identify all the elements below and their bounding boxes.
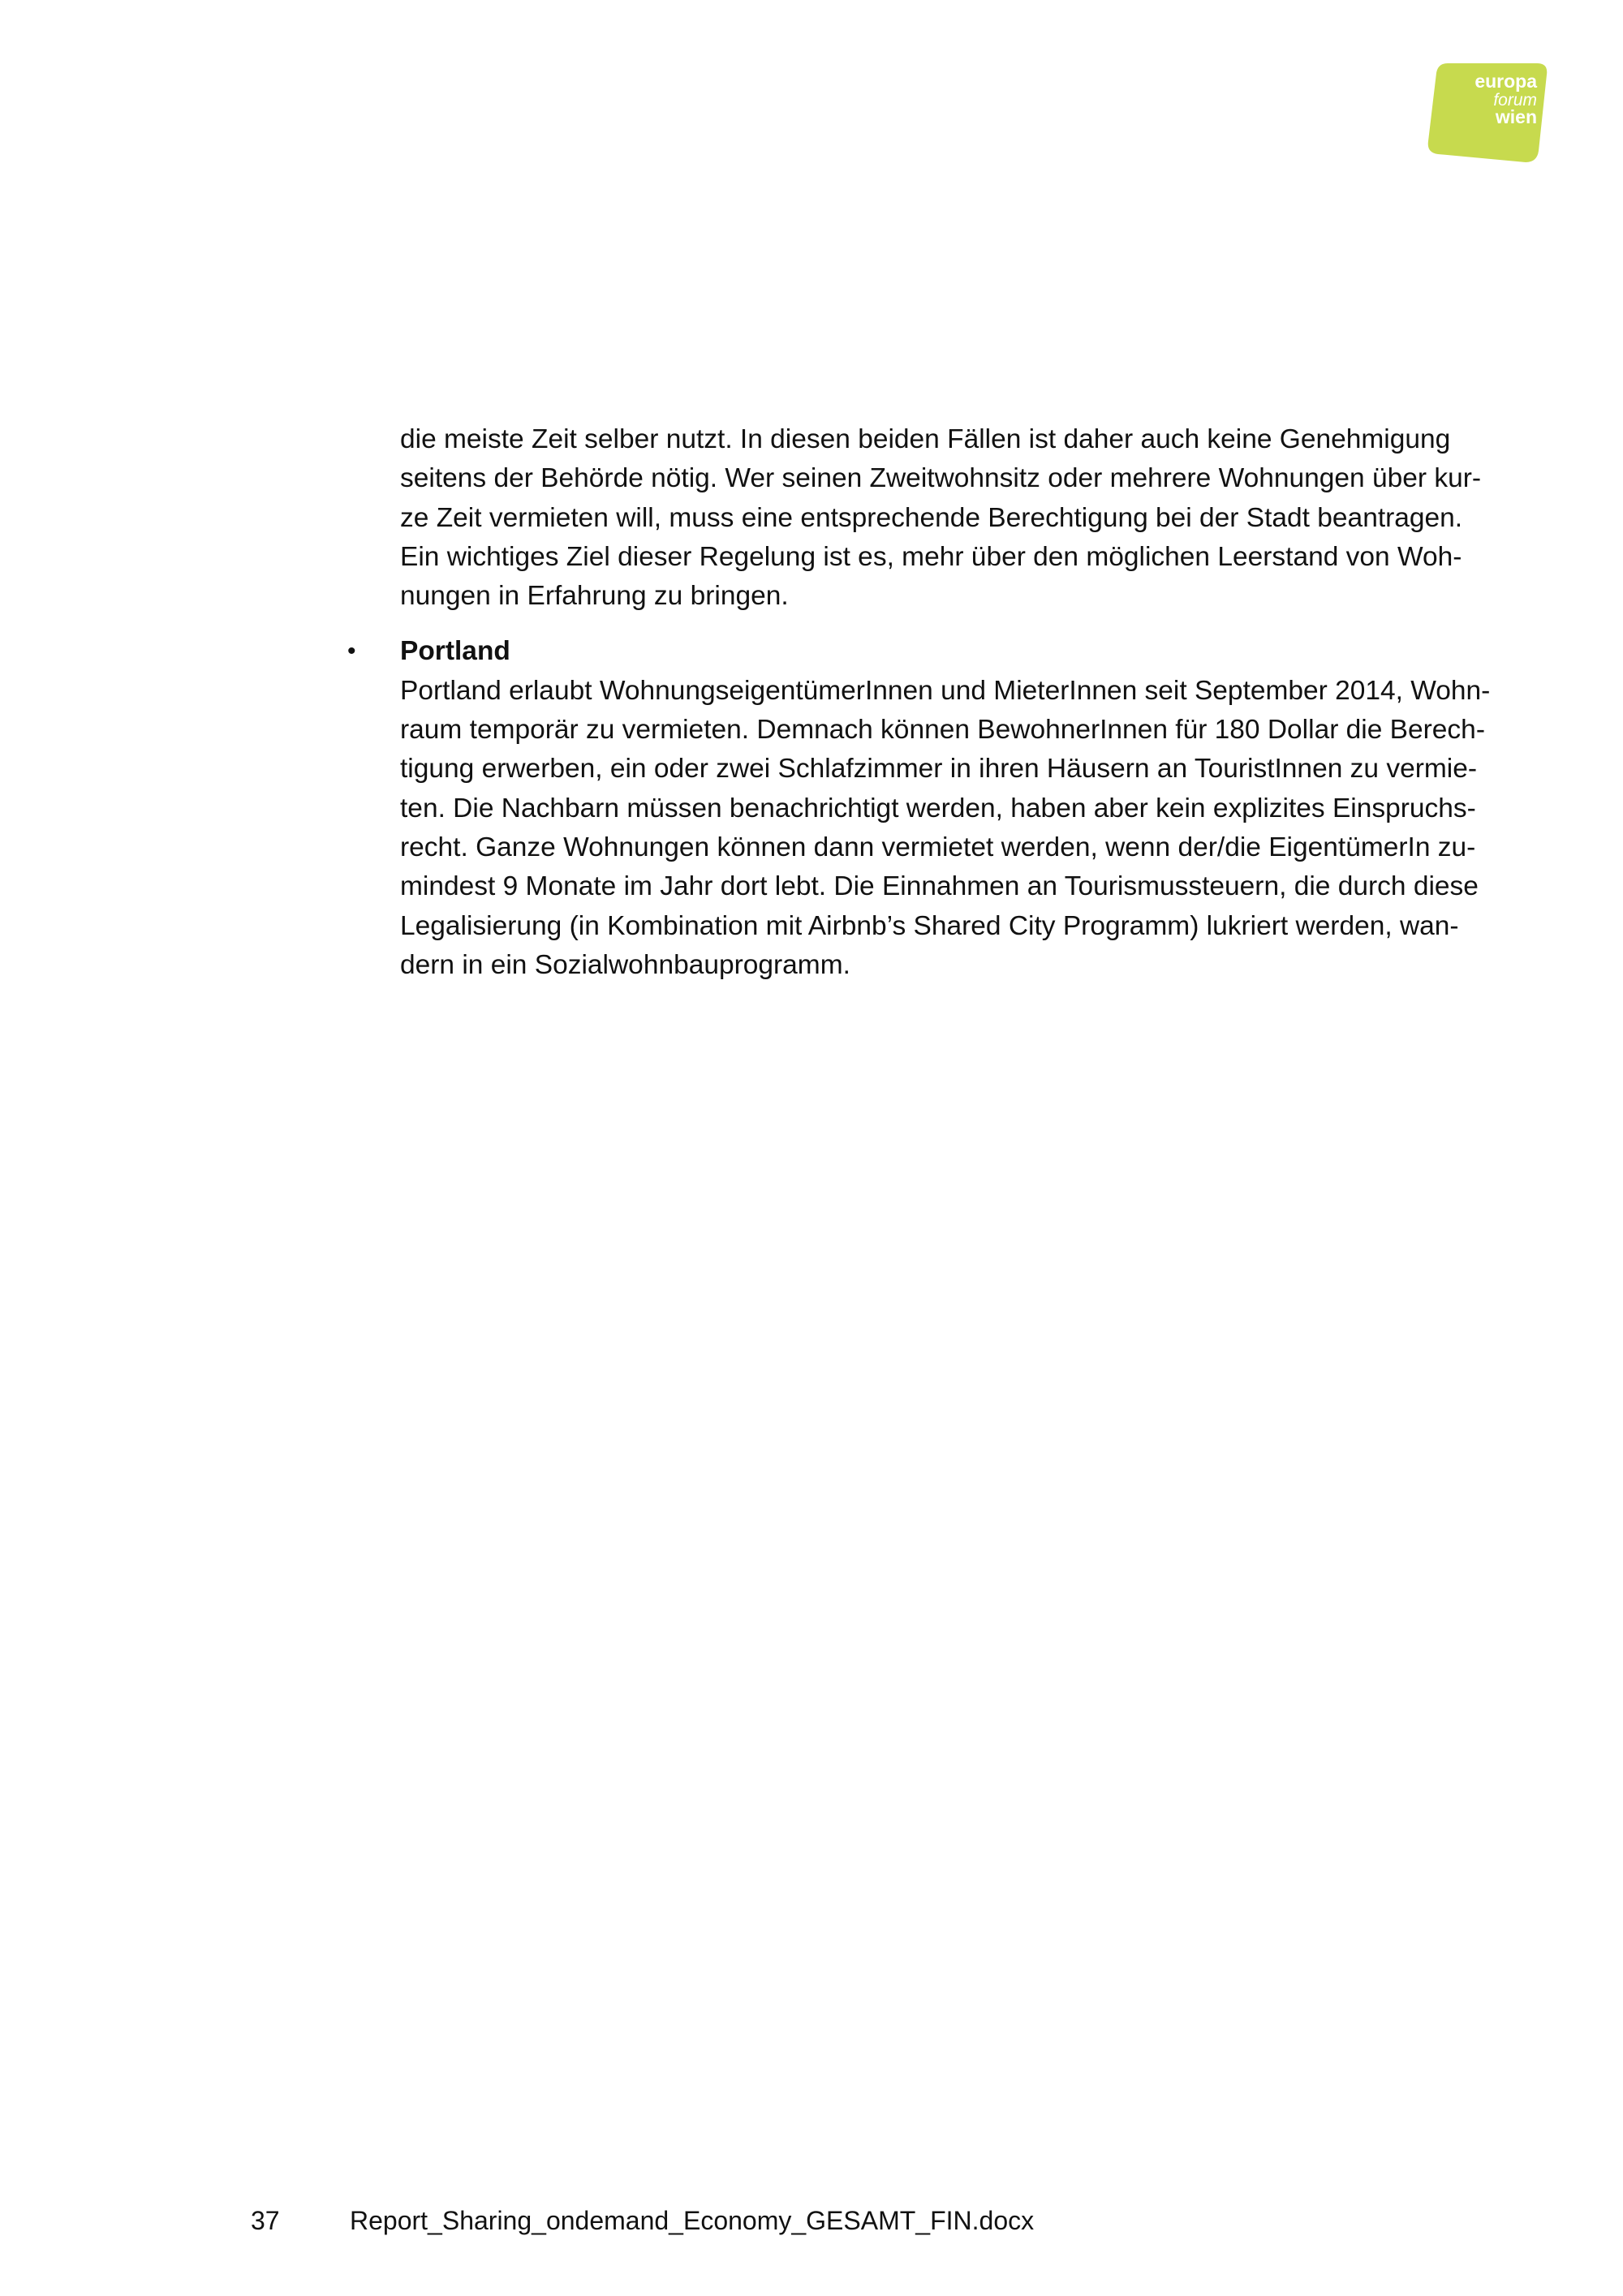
portland-list-item [347, 632, 1552, 985]
footer-file-name: Report_Sharing_ondemand_Economy_GESAMT_FIN.docx [350, 2206, 1035, 2235]
intro-paragraph [400, 420, 1552, 616]
europa-forum-wien-logo [1427, 62, 1548, 164]
document-body [347, 420, 1552, 985]
text-line: Ein wichtiges Ziel dieser Regelung ist es, mehr über den möglichen Leerstand von Woh- [400, 541, 1462, 572]
text-line: ze Zeit vermieten will, muss eine entsprechende Berechtigung bei der Stadt beantragen. [400, 502, 1463, 533]
text-line: tigung erwerben, ein oder zwei Schlafzimmer in ihren Häusern an TouristInnen zu vermie- [400, 754, 1477, 785]
page-number: 37 [251, 2206, 280, 2235]
text-line: die meiste Zeit selber nutzt. In diesen beiden Fällen ist daher auch keine Genehmigung [400, 424, 1451, 454]
text-line: raum temporär zu vermieten. Demnach können BewohnerInnen für 180 Dollar die Berech- [400, 715, 1485, 746]
bullet-icon: • [347, 638, 356, 665]
text-line: Legalisierung (in Kombination mit Airbnb’s Shared City Programm) lukriert werden, wan- [400, 910, 1459, 941]
logo-text-wien: wien [1495, 106, 1537, 127]
text-line: nungen in Erfahrung zu bringen. [400, 581, 789, 612]
text-line: seitens der Behörde nötig. Wer seinen Zweitwohnsitz oder mehrere Wohnungen über kur- [400, 463, 1482, 494]
text-line: mindest 9 Monate im Jahr dort lebt. Die Einnahmen an Tourismussteuern, die durch diese [400, 871, 1479, 902]
portland-heading: Portland [400, 636, 510, 667]
text-line: ten. Die Nachbarn müssen benachrichtigt werden, haben aber kein explizites Einspruchs- [400, 793, 1476, 823]
text-line: Portland erlaubt WohnungseigentümerInnen und MieterInnen seit September 2014, Wohn- [400, 675, 1491, 706]
text-line: recht. Ganze Wohnungen können dann vermietet werden, wenn der/die EigentümerIn zu- [400, 832, 1476, 862]
logo-text-europa: europa [1474, 71, 1537, 92]
text-line: dern in ein Sozialwohnbauprogramm. [400, 949, 850, 980]
logo-text-forum: forum [1493, 91, 1537, 110]
